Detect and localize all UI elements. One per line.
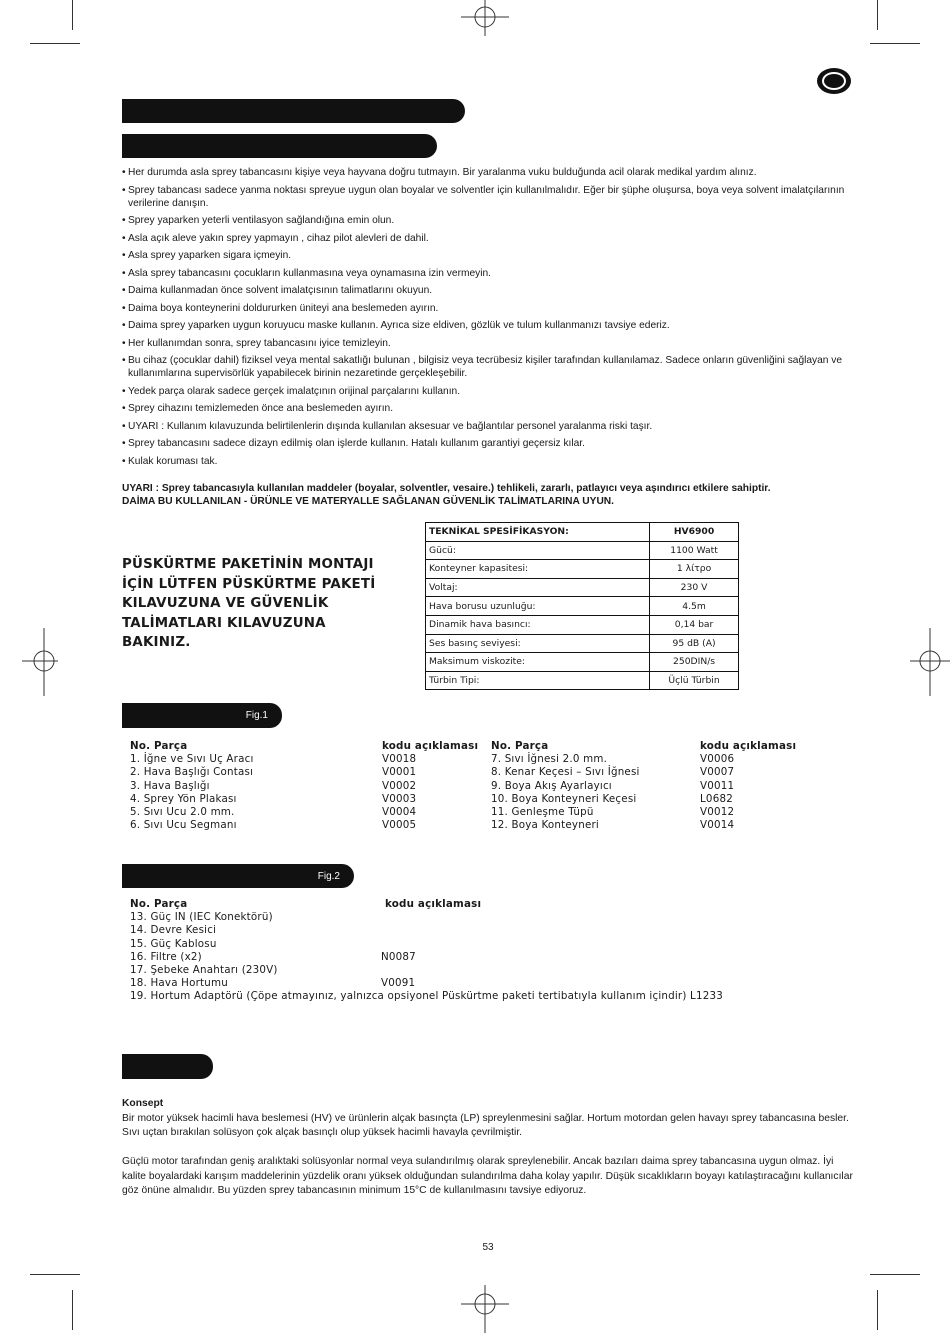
part-code: V0006 [700,753,735,766]
crop-mark [30,1274,80,1275]
part-code: V0005 [382,819,417,832]
list-item: • Sprey cihazını temizlemeden önce ana beslemeden ayırın. [122,402,857,415]
part-name: 9. Boya Akış Ayarlayıcı [491,779,612,792]
list-item [491,753,811,766]
warning-line: DAİMA BU KULLANILAN - ÜRÜNLE VE MATERYALLE SAĞLANAN GÜVENLİK TALİMATLARINA UYUN. [122,495,614,507]
table-row [426,653,739,672]
list-item [130,806,480,819]
table-row [426,541,739,560]
part-code: V0002 [382,779,417,792]
technical-spec-table [425,522,739,690]
table-row [426,634,739,653]
concept-paragraph: Bir motor yüksek hacimli hava beslemesi (HV) ve ürünlerin alçak basınçta (LP) spreylenmesini sağlar. Hortum motordan gelen havayı sprey tabancasına besler. Sıvı uçtan bırakılan solüsyon çok alçak basınçlı olup yüksek hacimli havayla çevrilmiştir. [122,1112,849,1138]
spec-value: HV6900 [650,523,739,542]
list-item [491,780,811,793]
list-item [130,780,480,793]
part-name: 10. Boya Konteyneri Keçesi [491,792,637,805]
page-number: 53 [482,1242,494,1253]
parts-header [491,740,811,753]
list-item: • Asla açık aleve yakın sprey yapmayın , cihaz pilot alevleri de dahil. [122,232,857,245]
part-header: No. Parça [130,898,188,910]
fig1-parts-right [491,740,811,832]
parts-header [130,740,480,753]
part-name: 2. Hava Başlığı Contası [130,766,254,779]
part-name: 3. Hava Başlığı [130,779,210,792]
list-item [491,806,811,819]
table-row [426,671,739,690]
list-item: • Her durumda asla sprey tabancasını kişiye veya hayvana doğru tutmayın. Bir yaralanma vuku bulduğunda acil olarak medikal yardım alınız. [122,166,857,179]
part-name: 4. Sprey Yön Plakası [130,792,237,805]
registration-mark-bottom [455,1285,515,1335]
spec-value: Üçlü Türbin [650,671,739,690]
part-header: No. Parça [130,740,188,752]
list-item [130,938,830,951]
spec-value: 0,14 bar [650,615,739,634]
spec-label: Hava borusu uzunluğu: [426,597,650,616]
part-code: V0004 [382,805,417,818]
part-name: 14. Devre Kesici [130,924,217,937]
table-row [426,560,739,579]
concept-title: Konsept [122,1098,164,1109]
part-name: 18. Hava Hortumu [130,977,228,990]
table-row [426,523,739,542]
list-item: • Her kullanımdan sonra, sprey tabancasını iyice temizleyin. [122,337,857,350]
list-item: • Yedek parça olarak sadece gerçek imalatçının orijinal parçalarını kullanın. [122,385,857,398]
assembly-note: PÜSKÜRTME PAKETİNİN MONTAJI İÇİN LÜTFEN PÜSKÜRTME PAKETİ KILAVUZUNA VE GÜVENLİK TALİMATLARI KILAVUZUNA BAKINIZ. [122,557,376,650]
part-code: V0007 [700,766,735,779]
list-item [130,990,830,1003]
list-item: • UYARI : Kullanım kılavuzunda belirtilenlerin dışında kullanılan aksesuar ve bağlantılar personel yaralanma riski taşır. [122,420,857,433]
list-item [130,951,830,964]
code-header: kodu açıklaması [700,740,797,752]
table-row [426,615,739,634]
list-item: • Daima boya konteynerini doldururken üniteyi ana beslemeden ayırın. [122,302,857,315]
spec-value: 95 dB (A) [650,634,739,653]
part-code: V0018 [382,753,417,766]
list-item [130,793,480,806]
spec-label: Türbin Tipi: [426,671,650,690]
spec-label: Ses basınç seviyesi: [426,634,650,653]
parts-header [130,898,830,911]
code-header: kodu açıklaması [385,898,482,910]
part-name: 11. Genleşme Tüpü [491,805,594,818]
spec-value: 230 V [650,578,739,597]
part-name: 6. Sıvı Ucu Segmanı [130,819,237,832]
list-item: • Bu cihaz (çocuklar dahil) fiziksel veya mental sakatlığı bulunan , bilgisiz veya tecrübesiz kişiler tarafından kullanılamaz. Sadece onların güvenliğini sağlayan ve kullanımlarına supervisörlük yapabilecek birinin nezaretinde gerçekleşebilir. [122,354,857,380]
part-name: 5. Sıvı Ucu 2.0 mm. [130,805,235,818]
section-bar [122,99,465,123]
spec-value: 4.5m [650,597,739,616]
part-name: 16. Filtre (x2) [130,950,202,963]
crop-mark [30,43,80,44]
list-item [130,964,830,977]
part-name: 19. Hortum Adaptörü (Çöpe atmayınız, yalnızca opsiyonel Püskürtme paketi tertibatıyla kullanım içindir) L1233 [130,990,723,1003]
crop-mark [870,1274,920,1275]
list-item: • Daima kullanmadan önce solvent imalatçısının talimatlarını okuyun. [122,284,857,297]
table-row [426,578,739,597]
code-header: kodu açıklaması [382,740,479,752]
part-code: V0011 [700,779,735,792]
table-row [426,597,739,616]
list-item: • Sprey tabancasını sadece dizayn edilmiş olan işlerde kullanın. Hatalı kullanım garantiyi geçersiz kılar. [122,437,857,450]
fig2-bar [122,864,354,888]
fig1-parts-left [130,740,480,832]
registration-mark-right [906,628,950,698]
list-item [130,977,830,990]
crop-mark [72,0,73,30]
list-item [491,819,811,832]
section-bar [122,134,437,158]
spec-value: 250DIN/s [650,653,739,672]
crop-mark [870,43,920,44]
crop-mark [877,0,878,30]
spec-label: Voltaj: [426,578,650,597]
fig2-parts [130,898,830,1004]
list-item: • Asla sprey yaparken sigara içmeyin. [122,249,857,262]
registration-mark-top [455,0,515,38]
fig1-bar [122,703,282,728]
spec-value: 1100 Watt [650,541,739,560]
concept-paragraph: Güçlü motor tarafından geniş aralıktaki solüsyonlar normal veya sulandırılmış olarak spreylenebilir. Ancak bazıları daima sprey tabancasına uygun olmaz. İyi kalite boyalardaki karışım maddelerinin yüzdelik oranı yüksek olduğundan sulandırılma daha kolay yapılır. Düşük sıcaklıkların boyayı katılaştıracağını kullanıcılar göz önüne almalıdır. Bu yüzden sprey tabancasının minimum 15°C de kullanılmasını tavsiye ediyoruz. [122,1156,853,1196]
part-code: V0001 [382,766,417,779]
spec-label: Dinamik hava basıncı: [426,615,650,634]
part-code: L0682 [700,792,733,805]
part-name: 15. Güç Kablosu [130,937,217,950]
part-code: V0012 [700,805,735,818]
part-code: V0014 [700,819,735,832]
part-name: 7. Sıvı İğnesi 2.0 mm. [491,753,608,766]
part-code: V0003 [382,792,417,805]
list-item [491,766,811,779]
spec-label: TEKNİKAL SPESİFİKASYON: [426,523,650,542]
list-item: • Kulak koruması tak. [122,455,857,468]
spec-label: Konteyner kapasitesi: [426,560,650,579]
part-header: No. Parça [491,740,549,752]
part-name: 1. İğne ve Sıvı Uç Aracı [130,753,254,766]
list-item [130,766,480,779]
part-name: 13. Güç IN (IEC Konektörü) [130,911,273,924]
registration-mark-left [18,628,58,698]
spec-value: 1 λίτρο [650,560,739,579]
list-item [130,753,480,766]
section-bar [122,1054,213,1079]
concept-section [122,1097,857,1213]
list-item [130,924,830,937]
part-code: V0091 [381,977,416,990]
list-item: • Asla sprey tabancasını çocukların kullanmasına veya oynamasına izin vermeyin. [122,267,857,280]
crop-mark [877,1290,878,1330]
safety-warnings-list [122,166,857,472]
language-badge-icon [817,68,851,94]
crop-mark [72,1290,73,1330]
spec-label: Gücü: [426,541,650,560]
part-name: 12. Boya Konteyneri [491,819,599,832]
fig2-label: Fig.2 [317,871,340,882]
list-item: • Sprey tabancası sadece yanma noktası spreyue uygun olan boyalar ve solventler için kullanılmalıdır. Eğer bir şüphe oluşursa, boya veya solvent imalatçılarının verilerine danışın. [122,184,857,210]
list-item [491,793,811,806]
fig1-label: Fig.1 [245,710,268,721]
warning-notice [122,483,862,508]
warning-line: UYARI : Sprey tabancasıyla kullanılan maddeler (boyalar, solventler, vesaire.) tehlikeli, zararlı, patlayıcı veya aşındırıcı etkilere sahiptir. [122,483,771,494]
list-item [130,819,480,832]
part-name: 17. Şebeke Anahtarı (230V) [130,963,278,976]
part-code: N0087 [381,950,416,963]
list-item: • Daima sprey yaparken uygun koruyucu maske kullanın. Ayrıca size eldiven, gözlük ve tulum kullanmanızı tavsiye ederiz. [122,319,857,332]
list-item [130,911,830,924]
list-item: • Sprey yaparken yeterli ventilasyon sağlandığına emin olun. [122,214,857,227]
part-name: 8. Kenar Keçesi – Sıvı İğnesi [491,766,640,779]
spec-label: Maksimum viskozite: [426,653,650,672]
